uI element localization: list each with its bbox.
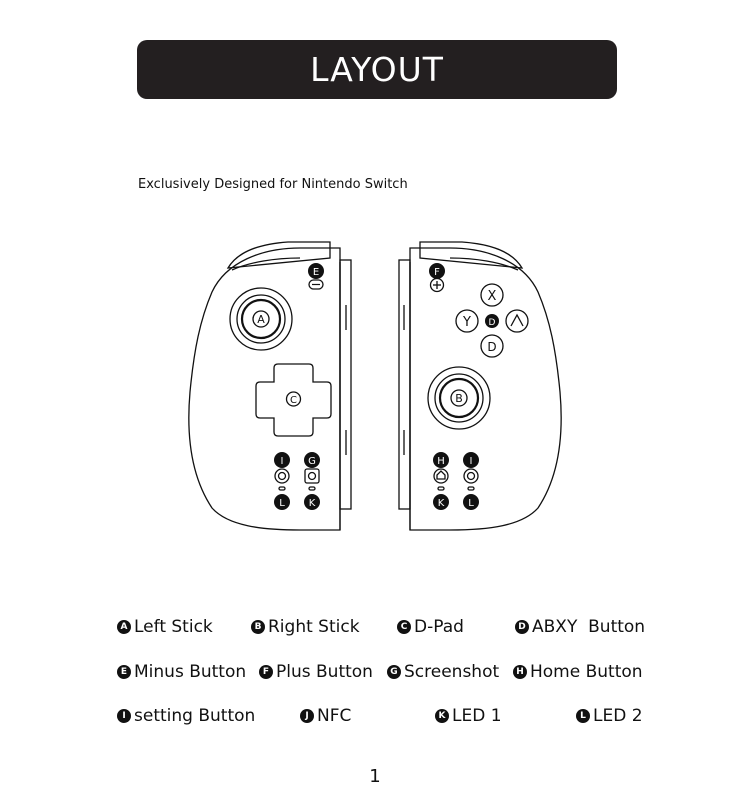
legend-label-k: LED 1 bbox=[452, 706, 502, 726]
legend-badge-b: B bbox=[251, 620, 265, 634]
legend-item-c bbox=[397, 617, 464, 637]
callout-g-label: G bbox=[308, 456, 316, 467]
callout-c-label: C bbox=[290, 395, 297, 406]
callout-h-label: H bbox=[437, 456, 445, 467]
legend-badge-j: J bbox=[300, 709, 314, 723]
callout-l-right-label: L bbox=[468, 498, 474, 509]
callout-f-label: F bbox=[434, 267, 440, 278]
legend-label-h: Home Button bbox=[530, 662, 643, 682]
legend-badge-e: E bbox=[117, 665, 131, 679]
legend-item-l bbox=[576, 706, 643, 726]
callout-a-label: A bbox=[257, 313, 265, 326]
legend-label-b: Right Stick bbox=[268, 617, 360, 637]
legend-item-j bbox=[300, 706, 351, 726]
banner-title: LAYOUT bbox=[310, 50, 444, 89]
left-stick bbox=[230, 288, 292, 350]
abxy-buttons bbox=[456, 284, 528, 357]
legend-item-f bbox=[259, 662, 373, 682]
left-controller bbox=[189, 242, 351, 530]
legend-item-b bbox=[251, 617, 360, 637]
legend-badge-h: H bbox=[513, 665, 527, 679]
legend-label-g: Screenshot bbox=[404, 662, 500, 682]
legend-label-j: NFC bbox=[317, 706, 352, 726]
legend-badge-c: C bbox=[397, 620, 411, 634]
legend-badge-i: I bbox=[117, 709, 131, 723]
callout-d-label: D bbox=[488, 318, 496, 328]
legend-label-l: LED 2 bbox=[593, 706, 643, 726]
legend-item-k bbox=[435, 706, 502, 726]
legend-label-d: ABXY Button bbox=[532, 617, 646, 637]
legend-badge-g: G bbox=[387, 665, 401, 679]
page-number: 1 bbox=[369, 766, 381, 787]
legend-badge-a: A bbox=[117, 620, 131, 634]
legend-label-c: D-Pad bbox=[414, 617, 464, 637]
callout-l-left-label: L bbox=[279, 498, 285, 509]
callout-e-label: E bbox=[312, 267, 320, 278]
legend-label-a: Left Stick bbox=[134, 617, 213, 637]
dpad bbox=[256, 364, 331, 436]
legend-item-i bbox=[117, 706, 255, 726]
legend-item-g bbox=[387, 662, 499, 682]
legend-label-f: Plus Button bbox=[276, 662, 373, 682]
left-bottom-buttons bbox=[275, 469, 319, 490]
button-x-label: X bbox=[487, 289, 497, 304]
legend-label-e: Minus Button bbox=[134, 662, 247, 682]
right-bottom-buttons bbox=[434, 469, 478, 490]
legend-item-e bbox=[117, 662, 246, 682]
minus-button bbox=[309, 280, 323, 289]
callout-i-right-label: I bbox=[469, 456, 473, 467]
legend-badge-f: F bbox=[259, 665, 273, 679]
right-stick bbox=[428, 367, 490, 429]
callout-i-left-label: I bbox=[280, 456, 284, 467]
svg-text:D: D bbox=[487, 340, 497, 354]
plus-button bbox=[431, 279, 444, 292]
legend-badge-l: L bbox=[576, 709, 590, 723]
legend-item-d bbox=[515, 617, 645, 637]
callout-k-right-label: K bbox=[437, 498, 445, 509]
callout-b-label: B bbox=[455, 392, 463, 405]
button-y-label: Y bbox=[463, 315, 471, 330]
legend-item-h bbox=[513, 662, 643, 682]
legend-item-a bbox=[117, 617, 213, 637]
legend-label-i: setting Button bbox=[134, 706, 256, 726]
subtitle: Exclusively Designed for Nintendo Switch bbox=[138, 177, 408, 192]
legend-badge-k: K bbox=[435, 709, 449, 723]
legend-badge-d: D bbox=[515, 620, 529, 634]
callout-k-left-label: K bbox=[308, 498, 316, 509]
